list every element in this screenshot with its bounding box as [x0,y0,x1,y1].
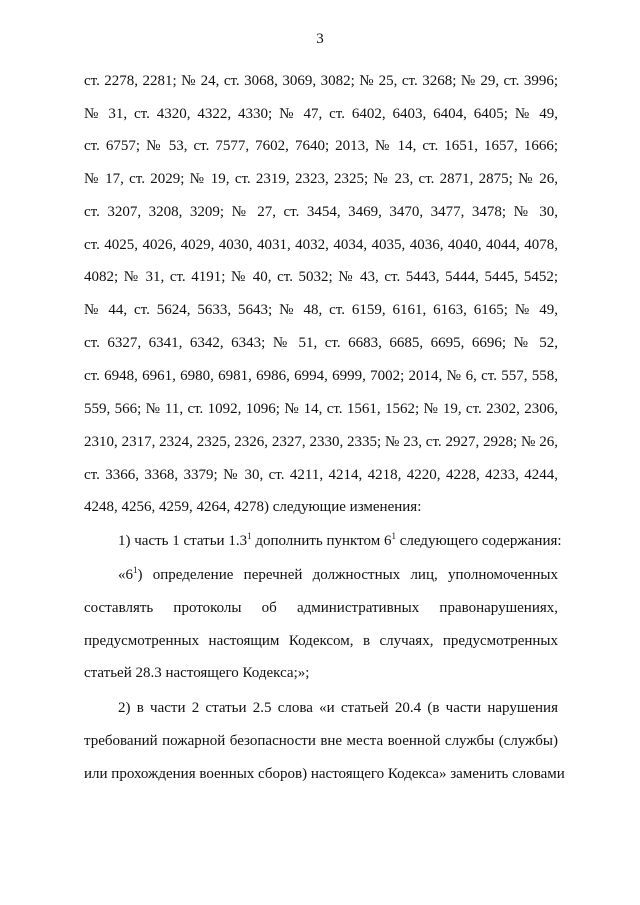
item-1-text-b: дополнить пунктом 6 [251,533,392,549]
text-line: № 17, ст. 2029; № 19, ст. 2319, 2323, 2325; № 23, ст. 2871, 2875; № 26, [84,171,558,187]
quote-rest: ) определение перечней должностных лиц, уполномоченных [137,567,558,583]
text-line: ст. 6757; № 53, ст. 7577, 7602, 7640; 2013, № 14, ст. 1651, 1657, 1666; [84,138,558,154]
text-line: или прохождения военных сборов) настоящего Кодекса» заменить словами [84,766,565,782]
page-number: 3 [316,31,324,47]
item-1-superscript-b: 1 [391,531,396,541]
text-line: 4248, 4256, 4259, 4264, 4278) следующие изменения: [84,499,422,515]
text-line: 2310, 2317, 2324, 2325, 2326, 2327, 2330, 2335; № 23, ст. 2927, 2928; № 26, [84,434,558,450]
text-line: ст. 6948, 6961, 6980, 6981, 6986, 6994, 6999, 7002; 2014, № 6, ст. 557, 558, [84,368,558,384]
item-1-text-a: 1) часть 1 статьи 1.3 [118,533,248,549]
text-line: 4082; № 31, ст. 4191; № 40, ст. 5032; № 43, ст. 5443, 5444, 5445, 5452; [84,269,558,285]
item-1-text-c: следующего содержания: [395,533,562,549]
text-line: № 44, ст. 5624, 5633, 5643; № 48, ст. 6159, 6161, 6163, 6165; № 49, [84,302,558,318]
text-line: ст. 2278, 2281; № 24, ст. 3068, 3069, 3082; № 25, ст. 3268; № 29, ст. 3996; [84,73,558,89]
text-line: статьей 28.3 настоящего Кодекса;»; [84,665,310,681]
text-line: ст. 3366, 3368, 3379; № 30, ст. 4211, 4214, 4218, 4220, 4228, 4233, 4244, [84,467,558,483]
quote-superscript: 1 [133,565,138,575]
text-line: ст. 3207, 3208, 3209; № 27, ст. 3454, 3469, 3470, 3477, 3478; № 30, [84,204,558,220]
text-line: составлять протоколы об административных правонарушениях, [84,600,558,616]
text-line: требований пожарной безопасности вне места военной службы (службы) [84,733,558,749]
text-line: 559, 566; № 11, ст. 1092, 1096; № 14, ст. 1561, 1562; № 19, ст. 2302, 2306, [84,401,558,417]
text-line: ст. 4025, 4026, 4029, 4030, 4031, 4032, 4034, 4035, 4036, 4040, 4044, 4078, [84,237,558,253]
text-line: предусмотренных настоящим Кодексом, в случаях, предусмотренных [84,633,558,649]
item-1-superscript-a: 1 [247,531,252,541]
quote-line-1 [118,566,558,584]
text-line: 2) в части 2 статьи 2.5 слова «и статьей 20.4 (в части нарушения [118,700,558,716]
text-line: № 31, ст. 4320, 4322, 4330; № 47, ст. 6402, 6403, 6404, 6405; № 49, [84,106,558,122]
item-1-line [118,531,562,550]
text-line: ст. 6327, 6341, 6342, 6343; № 51, ст. 6683, 6685, 6695, 6696; № 52, [84,335,558,351]
quote-open: «6 [118,567,133,583]
